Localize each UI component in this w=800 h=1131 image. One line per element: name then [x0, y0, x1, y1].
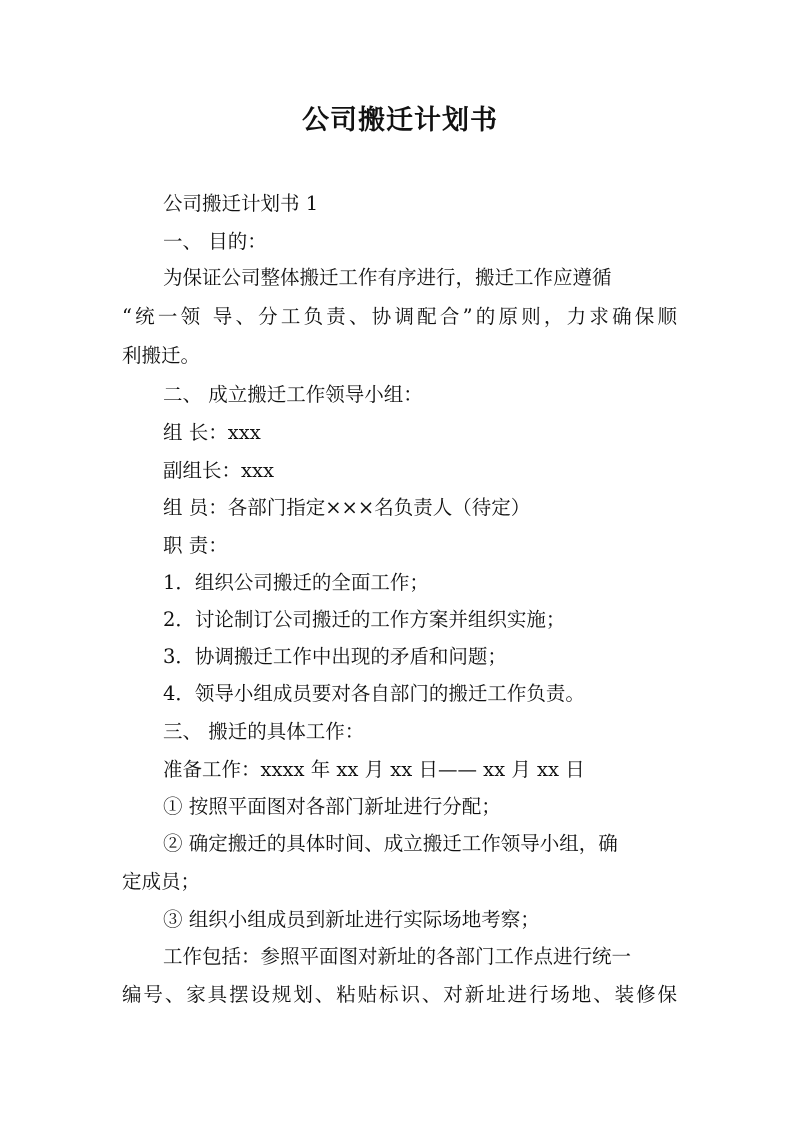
section-1-paragraph-line-1: 为保证公司整体搬迁工作有序进行，搬迁工作应遵循 — [163, 266, 612, 289]
section-2-heading: 二、 成立搬迁工作领导小组： — [163, 383, 423, 406]
vice-leader-line: 副组长：xxx — [163, 459, 274, 482]
document-title: 公司搬迁计划书 — [302, 105, 498, 136]
step-2-line-2: 定成员； — [122, 870, 201, 893]
duty-item-1: 1．组织公司搬迁的全面工作； — [163, 571, 429, 594]
step-3: ③ 组织小组成员到新址进行实际场地考察； — [163, 908, 540, 931]
section-1-paragraph-line-3: 利搬迁。 — [122, 344, 201, 367]
section-1-paragraph-line-2: “统一领 导、分工负责、协调配合”的原则，力求确保顺 — [122, 305, 677, 328]
leader-line: 组 长：xxx — [163, 421, 261, 444]
section-1-heading: 一、 目的： — [163, 230, 267, 253]
step-2-line-1: ② 确定搬迁的具体时间、成立搬迁工作领导小组，确 — [163, 832, 618, 855]
duty-item-4: 4．领导小组成员要对各自部门的搬迁工作负责。 — [163, 682, 585, 705]
duties-heading: 职 责： — [163, 534, 228, 557]
duty-item-2: 2．讨论制订公司搬迁的工作方案并组织实施； — [163, 608, 566, 631]
section-3-heading: 三、 搬迁的具体工作： — [163, 720, 365, 743]
document-subtitle: 公司搬迁计划书 1 — [163, 192, 319, 215]
work-paragraph-line-2: 编号、家具摆设规划、粘贴标识、对新址进行场地、装修保 — [122, 983, 677, 1006]
step-1: ① 按照平面图对各部门新址进行分配； — [163, 795, 501, 818]
members-line: 组 员：各部门指定×××名负责人（待定） — [163, 496, 531, 519]
preparation-line: 准备工作：xxxx 年 xx 月 xx 日—— xx 月 xx 日 — [163, 758, 585, 781]
duty-item-3: 3．协调搬迁工作中出现的矛盾和问题； — [163, 645, 507, 668]
work-paragraph-line-1: 工作包括：参照平面图对新址的各部门工作点进行统一 — [163, 945, 632, 968]
